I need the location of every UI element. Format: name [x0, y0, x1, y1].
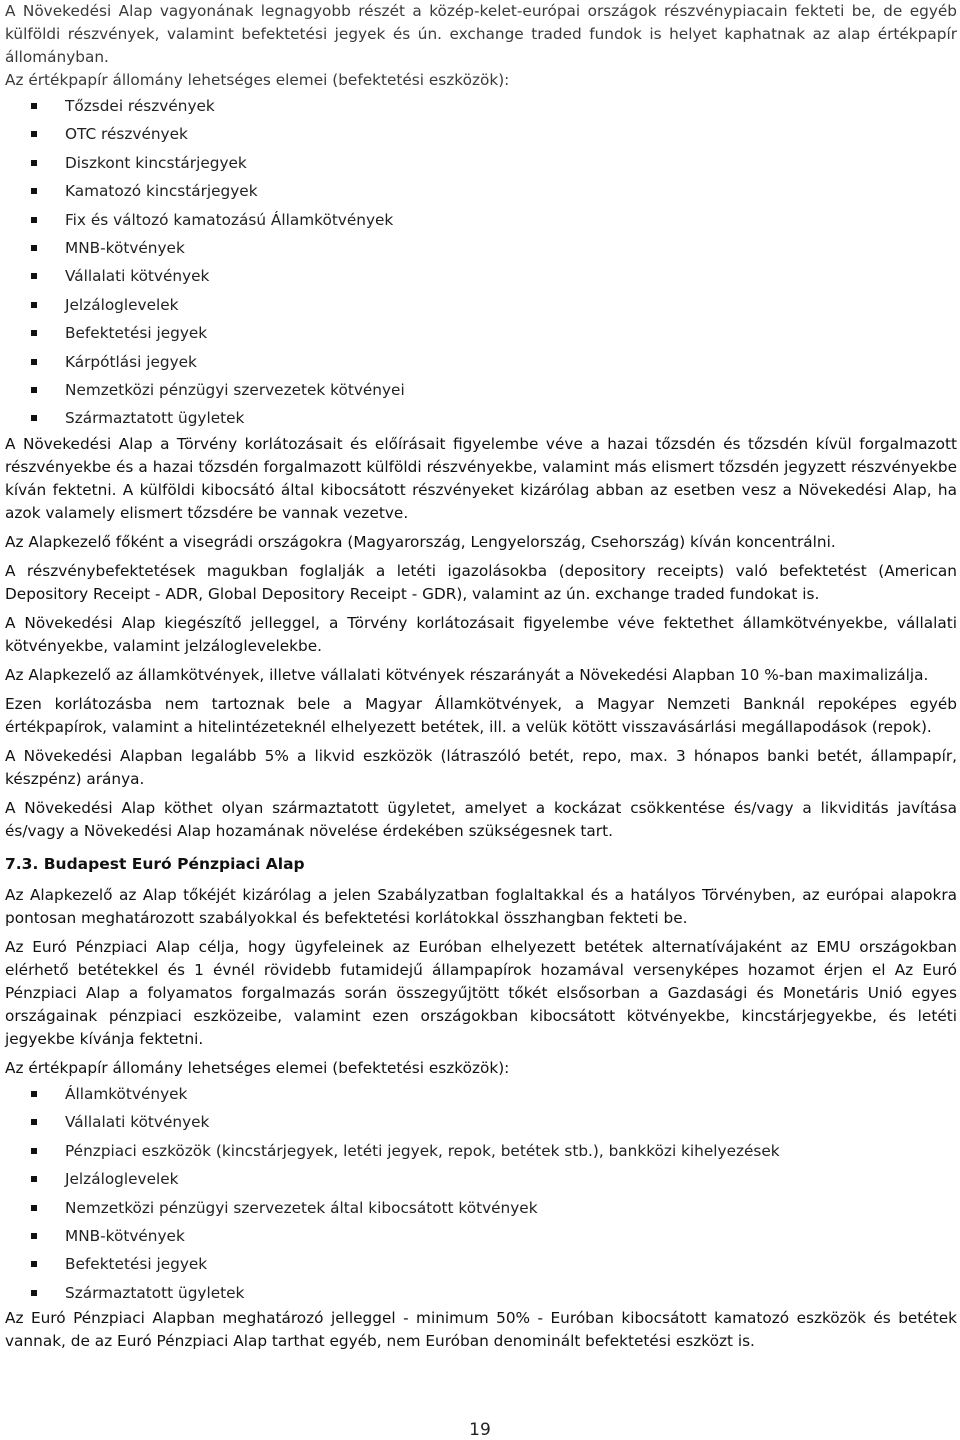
list-item: Fix és változó kamatozású Államkötvények	[5, 206, 957, 234]
list-item: Származtatott ügyletek	[5, 404, 957, 432]
body-paragraph: Ezen korlátozásba nem tartoznak bele a Magyar Államkötvények, a Magyar Nemzeti Banknál repoképes egyéb értékpapírok, valamint a hitelintézeteknél elhelyezett betétek, ill. a velük kötött visszavásárlási megállapodások (repok).	[5, 694, 957, 736]
body-paragraph: A Növekedési Alap a Törvény korlátozásait és előírásait figyelembe véve a hazai tőzsdén és tőzsdén kívül forgalmazott részvényekbe és a hazai tőzsdén forgalmazott külföldi részvényekbe, valamint más elismert tőzsdén jegyzett részvényekbe kíván fektetni. A külföldi kibocsátó által kibocsátott részvényeket kizárólag abban az esetben vesz a Növekedési Alap, ha azok valamely elismert tőzsdére be vannak vezetve.	[5, 434, 957, 522]
asset-list-euro-money-market-fund	[5, 1080, 957, 1307]
list-item: OTC részvények	[5, 120, 957, 148]
list-item: Jelzáloglevelek	[5, 291, 957, 319]
section-heading: 7.3. Budapest Euró Pénzpiaci Alap	[5, 854, 305, 873]
list-item: Nemzetközi pénzügyi szervezetek kötvényei	[5, 376, 957, 404]
list-item: Vállalati kötvények	[5, 1108, 957, 1136]
body-paragraph: A részvénybefektetések magukban foglalják a letéti igazolásokba (depository receipts) való befektetést (American Depository Receipt - ADR, Global Depository Receipt - GDR), valamint az ún. exchange traded fundokat is.	[5, 561, 957, 603]
list-item: Befektetési jegyek	[5, 1250, 957, 1278]
list-item: MNB-kötvények	[5, 234, 957, 262]
list-item: Kamatozó kincstárjegyek	[5, 177, 957, 205]
list-item: Államkötvények	[5, 1080, 957, 1108]
body-paragraph: Az Alapkezelő főként a visegrádi országokra (Magyarország, Lengyelország, Csehország) kíván koncentrálni.	[5, 532, 836, 551]
list-item: Tőzsdei részvények	[5, 92, 957, 120]
intro-paragraph: A Növekedési Alap vagyonának legnagyobb részét a közép-kelet-európai országok részvénypiacain fekteti be, de egyéb külföldi részvények, valamint befektetési jegyek és ún. exchange traded fundok is helyet kaphatnak az alap értékpapír állományban.	[5, 2, 957, 66]
closing-paragraph: Az Euró Pénzpiaci Alapban meghatározó jelleggel - minimum 50% - Euróban kibocsátott kamatozó eszközök és betétek vannak, de az Euró Pénzpiaci Alap tarthat egyéb, nem Euróban denominált befektetési eszközt is.	[5, 1309, 957, 1351]
list-item: Származtatott ügyletek	[5, 1279, 957, 1307]
list-item: Nemzetközi pénzügyi szervezetek által kibocsátott kötvények	[5, 1194, 957, 1222]
list-item: Befektetési jegyek	[5, 319, 957, 347]
body-paragraph: Az Euró Pénzpiaci Alap célja, hogy ügyfeleinek az Euróban elhelyezett betétek alternatívájaként az EMU országokban elérhető betétekkel és 1 évnél rövidebb futamidejű állampapírok hozamával versenyképes hozamot érjen el Az Euró Pénzpiaci Alap a folyamatos forgalmazás során összegyűjtött tőkét elsősorban a Gazdasági és Monetáris Unió egyes országainak pénzpiaci eszközeibe, valamint ezen országokban kibocsátott kötvényekbe, kincstárjegyekbe, és letéti jegyekbe kívánja fektetni.	[5, 937, 957, 1048]
list-item: Vállalati kötvények	[5, 262, 957, 290]
list-item: Diszkont kincstárjegyek	[5, 149, 957, 177]
asset-list-intro: Az értékpapír állomány lehetséges elemei (befektetési eszközök):	[5, 1058, 510, 1077]
body-paragraph: A Növekedési Alapban legalább 5% a likvid eszközök (látraszóló betét, repo, max. 3 hónapos banki betét, állampapír, készpénz) aránya.	[5, 746, 957, 788]
asset-list-intro: Az értékpapír állomány lehetséges elemei (befektetési eszközök):	[5, 71, 510, 89]
body-paragraph: A Növekedési Alap kiegészítő jelleggel, a Törvény korlátozásait figyelembe véve fektethet államkötvényekbe, vállalati kötvényekbe, valamint jelzáloglevelekbe.	[5, 613, 957, 655]
body-paragraph: A Növekedési Alap köthet olyan származtatott ügyletet, amelyet a kockázat csökkentése és/vagy a likviditás javítása és/vagy a Növekedési Alap hozamának növelése érdekében szükségesnek tart.	[5, 798, 957, 840]
body-paragraph: Az Alapkezelő az államkötvények, illetve vállalati kötvények részarányát a Növekedési Alapban 10 %-ban maximalizálja.	[5, 665, 929, 684]
page-content	[5, 0, 957, 1359]
asset-list-growth-fund	[5, 92, 957, 433]
list-item: Kárpótlási jegyek	[5, 348, 957, 376]
page-number: 19	[469, 1420, 491, 1440]
list-item: Jelzáloglevelek	[5, 1165, 957, 1193]
body-paragraph: Az Alapkezelő az Alap tőkéjét kizárólag a jelen Szabályzatban foglaltakkal és a hatályos Törvényben, az európai alapokra pontosan meghatározott szabályokkal és befektetési korlátokkal összhangban fekteti be.	[5, 885, 957, 927]
list-item: MNB-kötvények	[5, 1222, 957, 1250]
list-item: Pénzpiaci eszközök (kincstárjegyek, letéti jegyek, repok, betétek stb.), bankközi kihelyezések	[5, 1137, 957, 1165]
